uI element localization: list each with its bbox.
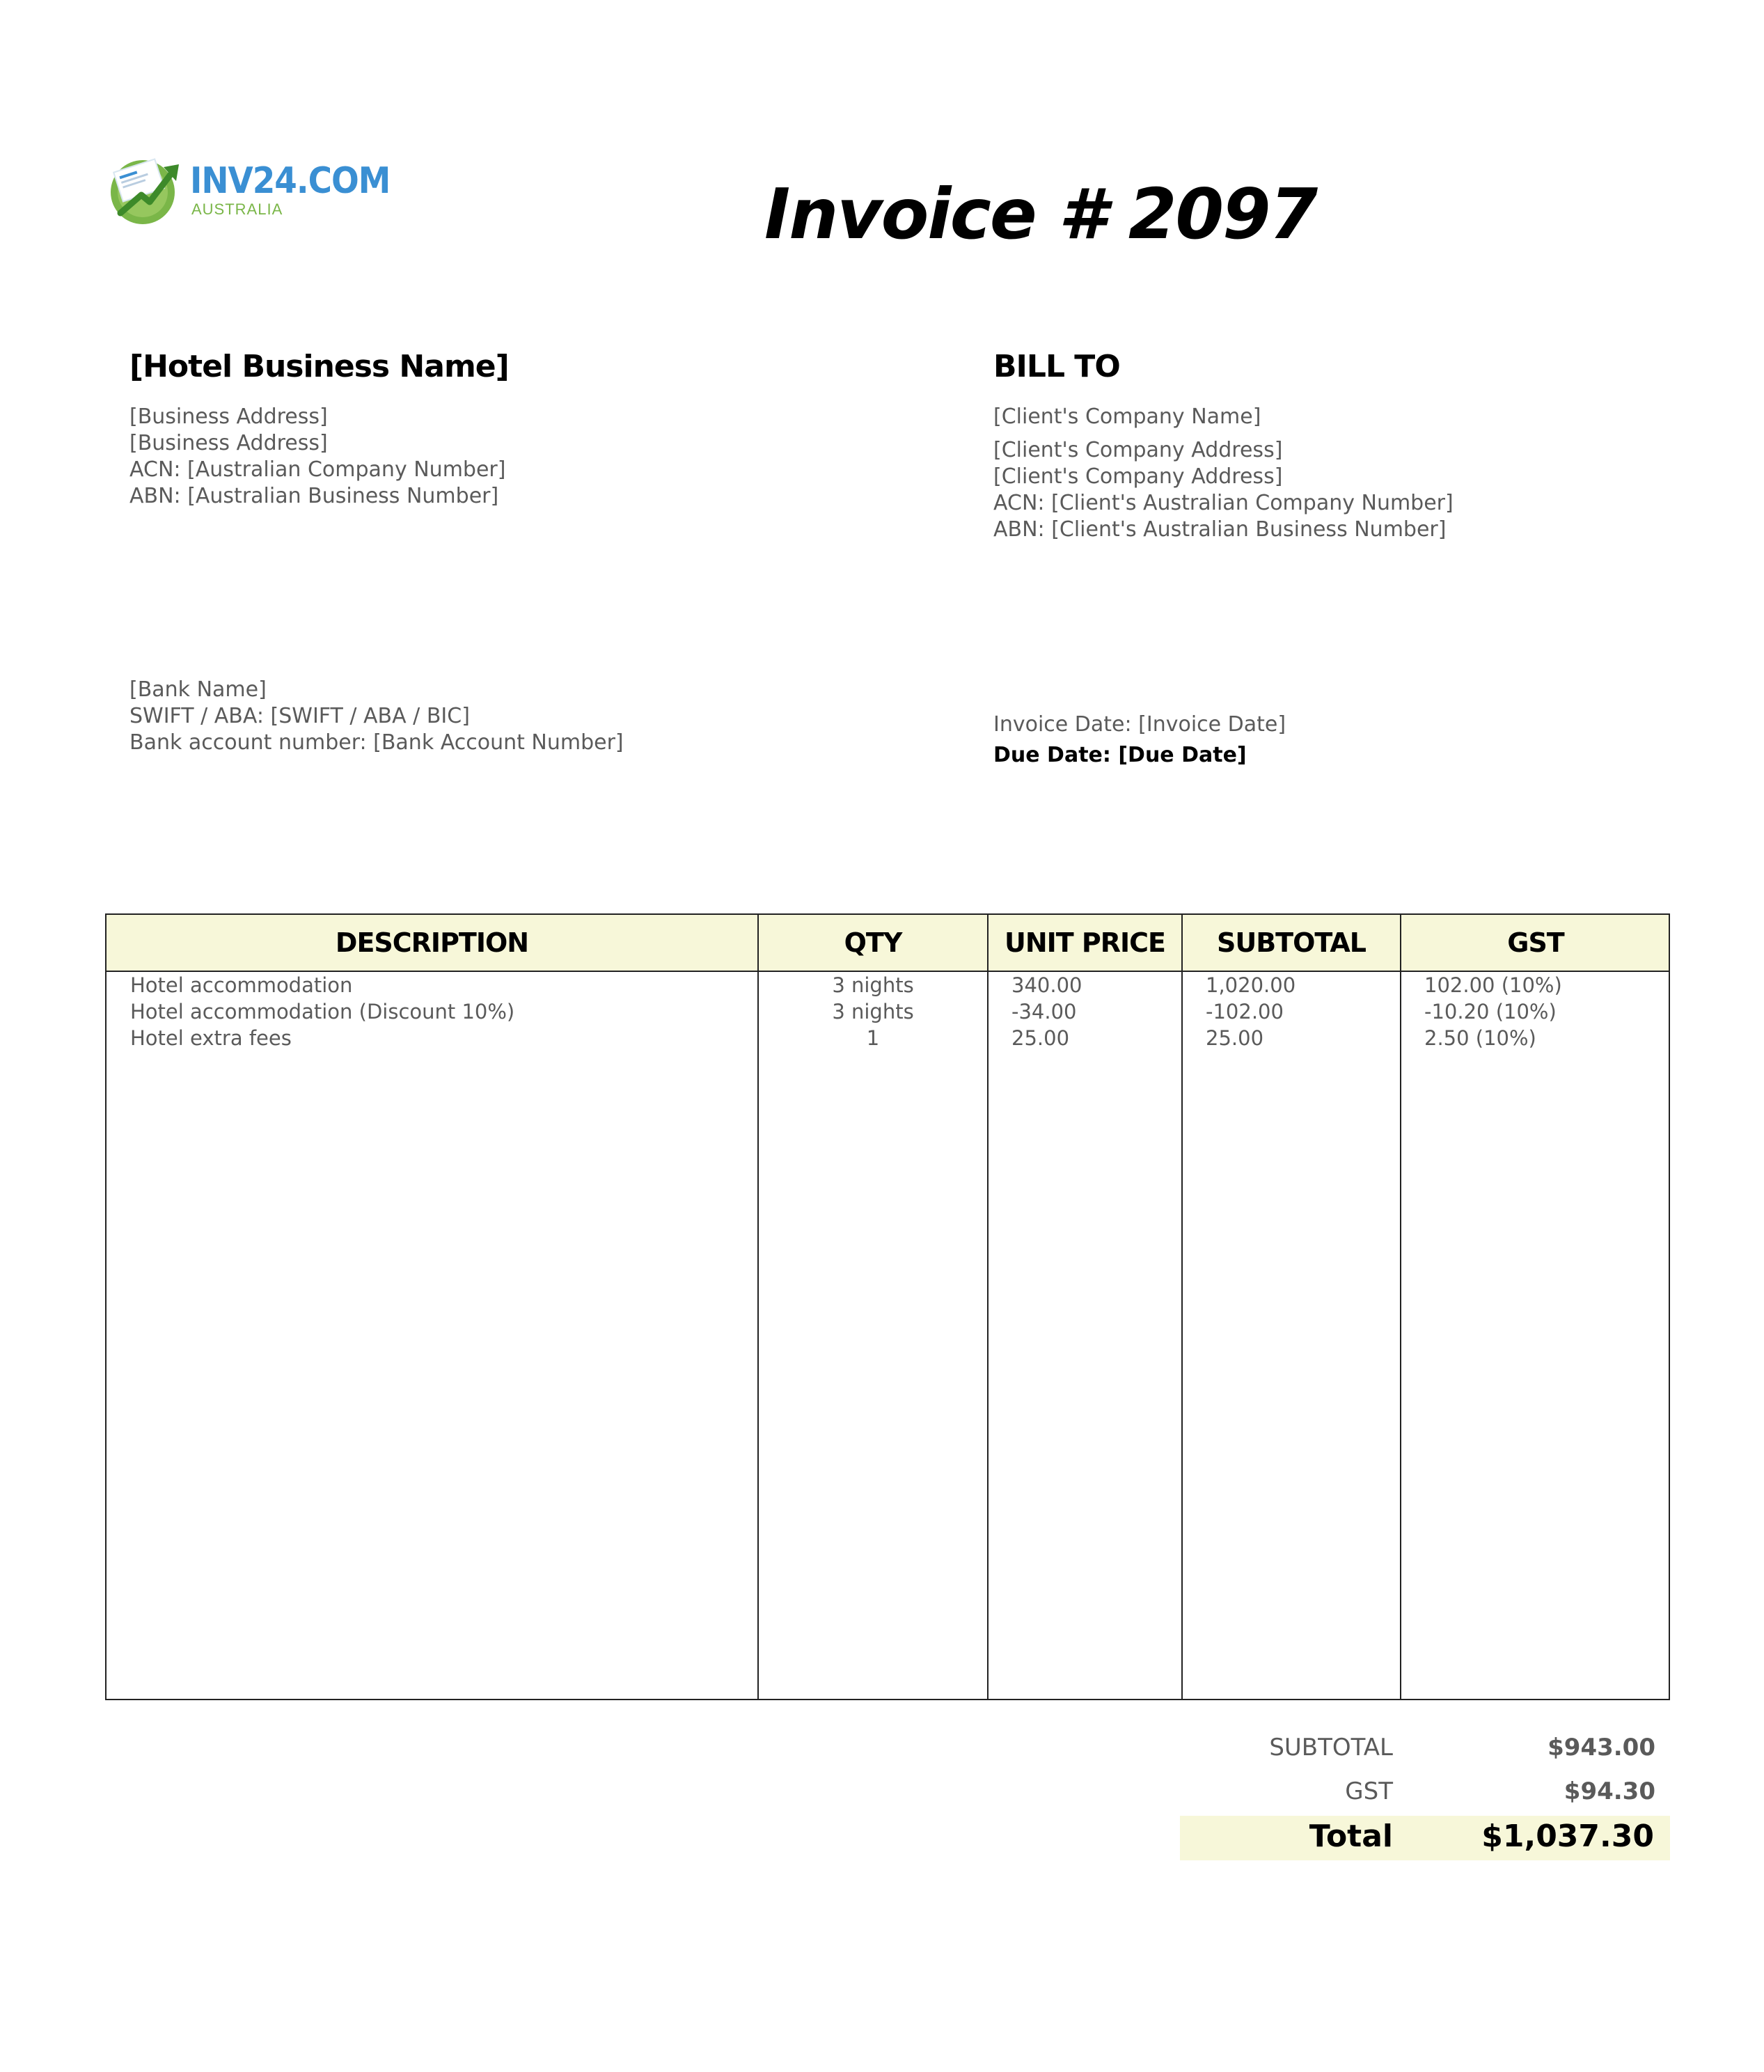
row-2-unit-price: -34.00 [1011,1000,1077,1023]
business-details [129,404,505,510]
client-address-1: [Client's Company Address] [993,438,1283,462]
header-gst: GST [1507,927,1564,958]
company-logo [108,152,391,228]
row-3-gst: 2.50 (10%) [1424,1026,1536,1050]
column-divider [987,915,989,1699]
business-abn: ABN: [Australian Business Number] [129,484,499,508]
business-name: [Hotel Business Name] [129,349,509,384]
header-description: DESCRIPTION [335,927,529,958]
gst-value: $94.30 [1564,1777,1655,1805]
client-details [993,437,1454,543]
due-date: Due Date: [Due Date] [993,743,1247,767]
row-1-unit-price: 340.00 [1011,973,1082,997]
row-1-qty: 3 nights [832,973,914,997]
row-1-subtotal: 1,020.00 [1206,973,1296,997]
business-address-1: [Business Address] [129,405,328,429]
header-qty: QTY [844,927,902,958]
row-3-qty: 1 [866,1026,880,1050]
client-address-2: [Client's Company Address] [993,464,1283,489]
subtotal-value: $943.00 [1548,1734,1655,1761]
bank-name: [Bank Name] [129,677,267,702]
total-label: Total [1309,1819,1393,1854]
logo-mark-icon [108,152,184,228]
business-acn: ACN: [Australian Company Number] [129,457,506,482]
header-unit-price: UNIT PRICE [1004,927,1166,958]
business-address-2: [Business Address] [129,431,328,455]
row-3-description: Hotel extra fees [130,1026,292,1050]
row-1-description: Hotel accommodation [130,973,353,997]
invoice-title: Invoice # 2097 [764,173,1317,255]
client-abn: ABN: [Client's Australian Business Number] [993,517,1447,542]
line-items-table [105,913,1670,1700]
bill-to-label: BILL TO [993,349,1120,384]
bank-account: Bank account number: [Bank Account Number] [129,730,624,755]
row-2-qty: 3 nights [832,1000,914,1023]
row-2-subtotal: -102.00 [1206,1000,1284,1023]
bank-swift: SWIFT / ABA: [SWIFT / ABA / BIC] [129,704,470,728]
total-value: $1,037.30 [1481,1819,1654,1854]
column-divider [1181,915,1183,1699]
logo-sub-text: AUSTRALIA [191,201,283,218]
invoice-date: Invoice Date: [Invoice Date] [993,712,1286,737]
client-company-name: [Client's Company Name] [993,405,1261,429]
gst-label: GST [1345,1777,1393,1805]
row-3-unit-price: 25.00 [1011,1026,1070,1050]
bank-details [129,677,624,756]
row-2-gst: -10.20 (10%) [1424,1000,1557,1023]
logo-brand-text: INV24.COM [190,160,391,202]
header-subtotal: SUBTOTAL [1216,927,1366,958]
row-3-subtotal: 25.00 [1206,1026,1264,1050]
subtotal-label: SUBTOTAL [1269,1734,1393,1761]
column-divider [1400,915,1401,1699]
row-1-gst: 102.00 (10%) [1424,973,1562,997]
row-2-description: Hotel accommodation (Discount 10%) [130,1000,515,1023]
client-acn: ACN: [Client's Australian Company Number] [993,491,1454,515]
